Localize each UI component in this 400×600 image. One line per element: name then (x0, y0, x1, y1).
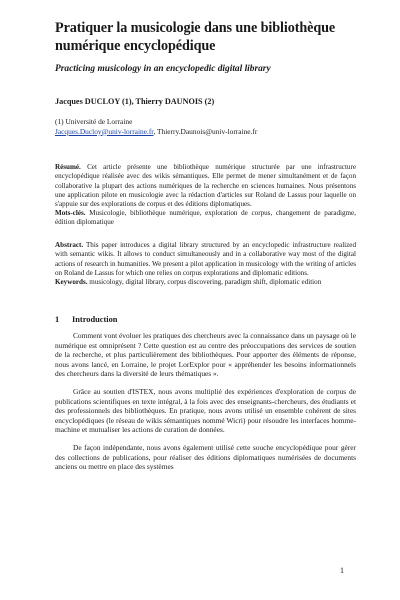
section-heading (55, 315, 356, 325)
body-paragraph: Comment vont évoluer les pratiques des chercheurs avec la connaissance dans un paysage où le numérique est omniprésent ? Cette question est au centre des préoccupations des services de soutien de la recherche, et plus particulièrement des bibliothèques. Pour apporter des éléments de réponse, nous avons lancé, en Lorraine, le projet LorExplor pour « appréhender les besoins informationnels des chercheurs dans la diversité de leurs thématiques ». (55, 331, 356, 379)
email-link-ducloy[interactable]: Jacques.Ducloy@univ-lorraine.fr (55, 126, 154, 136)
motscles-text: Musicologie, bibliothèque numérique, exploration de corpus, changement de paradigme, édition diplomatique (55, 208, 356, 227)
email-separator: , (153, 126, 156, 136)
motscles-paragraph (55, 209, 356, 227)
keywords-paragraph (55, 278, 356, 287)
section-title: Introduction (72, 315, 118, 325)
abstract-block (55, 241, 356, 287)
paper-subtitle: Practicing musicology in an encyclopedic digital library (55, 64, 271, 74)
abstract-text: This paper introduces a digital library structured by an encyclopedic infrastructure realized with semantic wikis. It allows to conduct simultaneously and in a collaborative way most of the digital actions of research in humanities. We present a pilot application in musicology with the writing of articles on Roland de Lassus for which one relies on corpus explorations and diplomatic editions. (55, 241, 356, 277)
abstract-label: Abstract. (55, 241, 84, 250)
author-list: Jacques DUCLOY (1), Thierry DAUNOIS (2) (55, 97, 215, 106)
section-number: 1 (55, 315, 60, 325)
email-line (55, 127, 356, 137)
resume-text: Cet article présente une bibliothèque numérique structurée par une infrastructure encyclopédique réalisée avec des wikis sémantiques. Elle permet de mener simultanément et de façon collaborative la plupart des actions numériques de la recherche en sciences humaines. Nous présentons une application pilote en musicologie avec la rédaction d'articles sur Roland de Lassus pour laquelle on s'appuie sur des explorations de corpus et des éditions diplomatiques. (55, 163, 356, 208)
resume-paragraph (55, 163, 356, 209)
motscles-label: Mots-clés. (55, 208, 86, 217)
resume-block (55, 163, 356, 227)
email-daunois: Thierry.Daunois@univ-lorraine.fr (157, 126, 258, 136)
keywords-label: Keywords. (55, 277, 88, 286)
paper-title: Pratiquer la musicologie dans une bibliothèque numérique encyclopédique (55, 20, 336, 54)
body-paragraph: Grâce au soutien d'ISTEX, nous avons multiplié des expériences d'exploration de corpus de publications scientifiques en texte intégral, à la fois avec des enseignants-chercheurs, des étudiants et des professionnels des bibliothèques. En pratique, nous avons utilisé un ensemble cohérent de sites encyclopédiques (le réseau de wikis sémantiques nommé Wicri) pour résoudre les interfaces homme-machine et mutualiser les actions de curation de données. (55, 387, 356, 435)
abstract-paragraph (55, 241, 356, 278)
resume-label: Résumé. (55, 163, 81, 172)
body-paragraph: De façon indépendante, nous avons également utilisé cette souche encyclopédique pour gérer des collections de publications, pour réaliser des éditions diplomatiques numérisées de documents anciens ou mettre en place des systèmes (55, 443, 356, 472)
affiliation: (1) Université de Lorraine (55, 117, 133, 126)
page-number: 1 (340, 566, 344, 575)
keywords-text: musicology, digital library, corpus discovering, paradigm shift, diplomatic edition (89, 277, 322, 286)
